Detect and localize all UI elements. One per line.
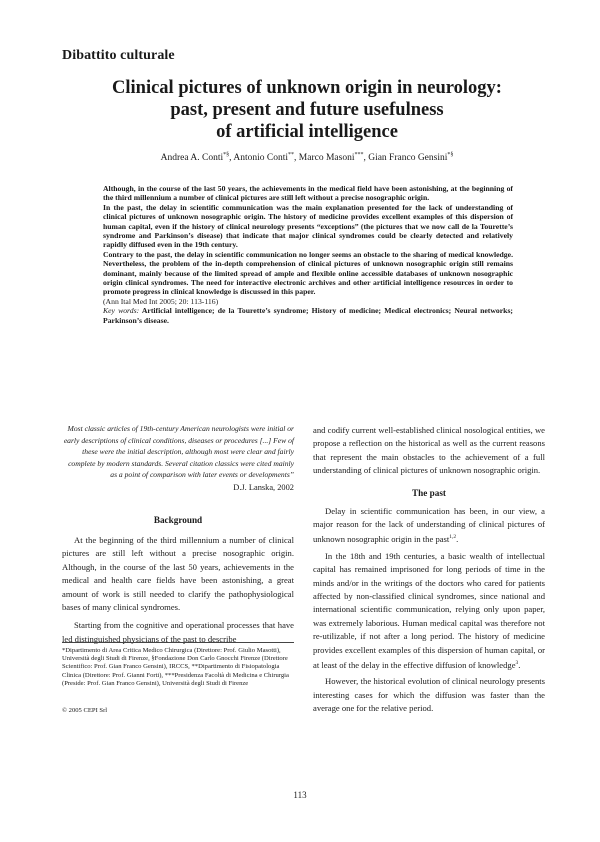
page-number: 113 (293, 790, 307, 800)
copyright-notice: © 2005 CEPI Srl (62, 707, 108, 714)
abstract-paragraph: In the past, the delay in scientific communication was the main explanation presented for the lack of understanding of clinical pictures of unknown nosographic origin. The history of medicine provides excellent examples of this dispersion of human capital, even if the history of clinical neurology presents “exceptions” (the pictures that we now call de la Tourette’s syndrome and Parkinson’s disease) that indicate that major clinical syndromes could be clearly detected and relatively rapidly diffused even in the 19th century. (103, 202, 513, 250)
body-paragraph: Starting from the cognitive and operational processes that have led distinguished physicians of the past to describe (62, 620, 294, 644)
abstract (103, 184, 513, 325)
author-name: Gian Franco Gensini (368, 153, 448, 164)
paragraph-text: Delay in scientific communication has been, in our view, a major reason for the lack of understanding of clinical pictures of unknown nosographic origin in the past (313, 505, 545, 545)
section-heading-the-past: The past (412, 487, 446, 498)
keywords (103, 306, 513, 325)
article-title (62, 77, 552, 143)
reference-marker: 3 (515, 659, 519, 666)
abstract-paragraph: Contrary to the past, the delay in scientific communication no longer seems an obstacle to the sharing of medical knowledge. Nevertheless, the problem of the in-depth comprehension of clinical pictures of unknown nosographic origin still remains dominant, mainly because of the limited spread of ample and flexible online accessible databases of unknown nosographic origin clinical syndromes. The need for interactive electronic archives and other artificial intelligence resources in order to promote progress in clinical knowledge is discussed in this paper. (103, 249, 513, 297)
footnote-divider (62, 642, 294, 643)
author-affiliation-mark: *** (354, 152, 364, 158)
author-affiliation-mark: *§ (223, 152, 230, 158)
title-line: past, present and future usefulness (170, 100, 444, 120)
title-line: Clinical pictures of unknown origin in neurology: (112, 78, 502, 98)
body-paragraph: At the beginning of the third millennium a number of clinical pictures are still left without a precise nosographic origin. Although, in the course of the last 50 years, achievements in the medical and health care fields have been astonishing, a great amount of work is still needed to clarify the pathophysiological bases of many clinical syndromes. (62, 534, 294, 612)
body-paragraph: However, the historical evolution of clinical neurology presents interesting cases for which the diffusion was faster than the average one for the relative period. (313, 676, 545, 714)
body-paragraph: Delay in scientific communication has been, in our view, a major reason for the lack of understanding of clinical pictures of unknown nosographic origin in the past$^{1,2}$. (313, 505, 545, 545)
author-affiliation-mark: *§ (447, 152, 454, 158)
author-affiliation-mark: ** (288, 152, 295, 158)
abstract-paragraph: Although, in the course of the last 50 years, the achievements in the medical field have been astonishing, at the beginning of the third millennium a number of clinical pictures are still left without a precise nosographic origin. (103, 184, 513, 203)
title-line: of artificial intelligence (216, 122, 398, 142)
left-column (62, 423, 294, 646)
journal-citation: (Ann Ital Med Int 2005; 20: 113-116) (103, 296, 219, 306)
body-paragraph: In the 18th and 19th centuries, a basic wealth of intellectual capital has remained imprisoned for long periods of time in the minds and/or in the writings of the doctors who cared for patients affected by non-classified clinical syndromes, since national and international scientific communication, relying only upon paper, was extremely laborious. Human medical capital was therefore not re-utilizable, if not after a long period. The history of medicine provides excellent examples of this dispersion of human capital, or at least of the delay in the effective diffusion of knowledge$^3$. (313, 550, 545, 670)
author-name: Andrea A. Conti (160, 153, 224, 164)
section-heading-background: Background (153, 514, 203, 525)
author-list: Andrea A. Conti*§, Antonio Conti**, Marco Masoni***, Gian Franco Gensini*§ (160, 152, 454, 164)
epigraph-quote: Most classic articles of 19th-century American neurologists were initial or early descriptions of clinical conditions, diseases or procedures [...] Few of these were the initial description, although most were clear and fairly complete by modern standards. Several citation classics were cited mainly as a point of comparison with later events or developments” (63, 424, 294, 480)
epigraph-author: D.J. Lanska, 2002 (233, 482, 294, 492)
author-name: Antonio Conti (233, 153, 289, 164)
keywords-list: Artificial intelligence; de la Tourette’s syndrome; History of medicine; Medical electronics; Neural networks; Parkinson’s disease. (103, 306, 513, 325)
paragraph-text: In the 18th and 19th centuries, a basic wealth of intellectual capital has remained imprisoned for long periods of time in the minds and/or in the writings of the doctors who cared for patients affected by non-classified clinical syndromes, since national and international scientific communication, relying only upon paper, was extremely laborious. Human medical capital was therefore not re-utilizable, if not after a long period. The history of medicine provides excellent examples of this dispersion of human capital, or at least of the delay in the effective diffusion of knowledge (313, 550, 545, 670)
section-label: Dibattito culturale (62, 48, 175, 63)
affiliations-footnote: *Dipartimento di Area Critica Medico Chirurgica (Direttore: Prof. Giulio Masotti), Università degli Studi di Firenze, §Fondazione Don Carlo Gnocchi Firenze (Direttore Scientifico: Prof. Gian Franco Gensini), IRCCS, **Dipartimento di Fisiopatologia Clinica (Direttore: Prof. Gianni Forti), ***Presidenza Facoltà di Medicina e Chirurgia (Preside: Prof. Gian Franco Gensini), Università degli Studi di Firenze (62, 647, 289, 687)
reference-marker: 1,2 (449, 534, 457, 541)
keywords-label: Key words: (103, 306, 140, 316)
right-column (313, 424, 545, 715)
author-name: Marco Masoni (298, 153, 355, 164)
body-paragraph: and codify current well-established clinical nosological entities, we propose a reflection on the historical as well as the current reasons that represent the main obstacles to the achievement of a full understanding of clinical pictures of unknown nosographic origin. (313, 425, 545, 476)
